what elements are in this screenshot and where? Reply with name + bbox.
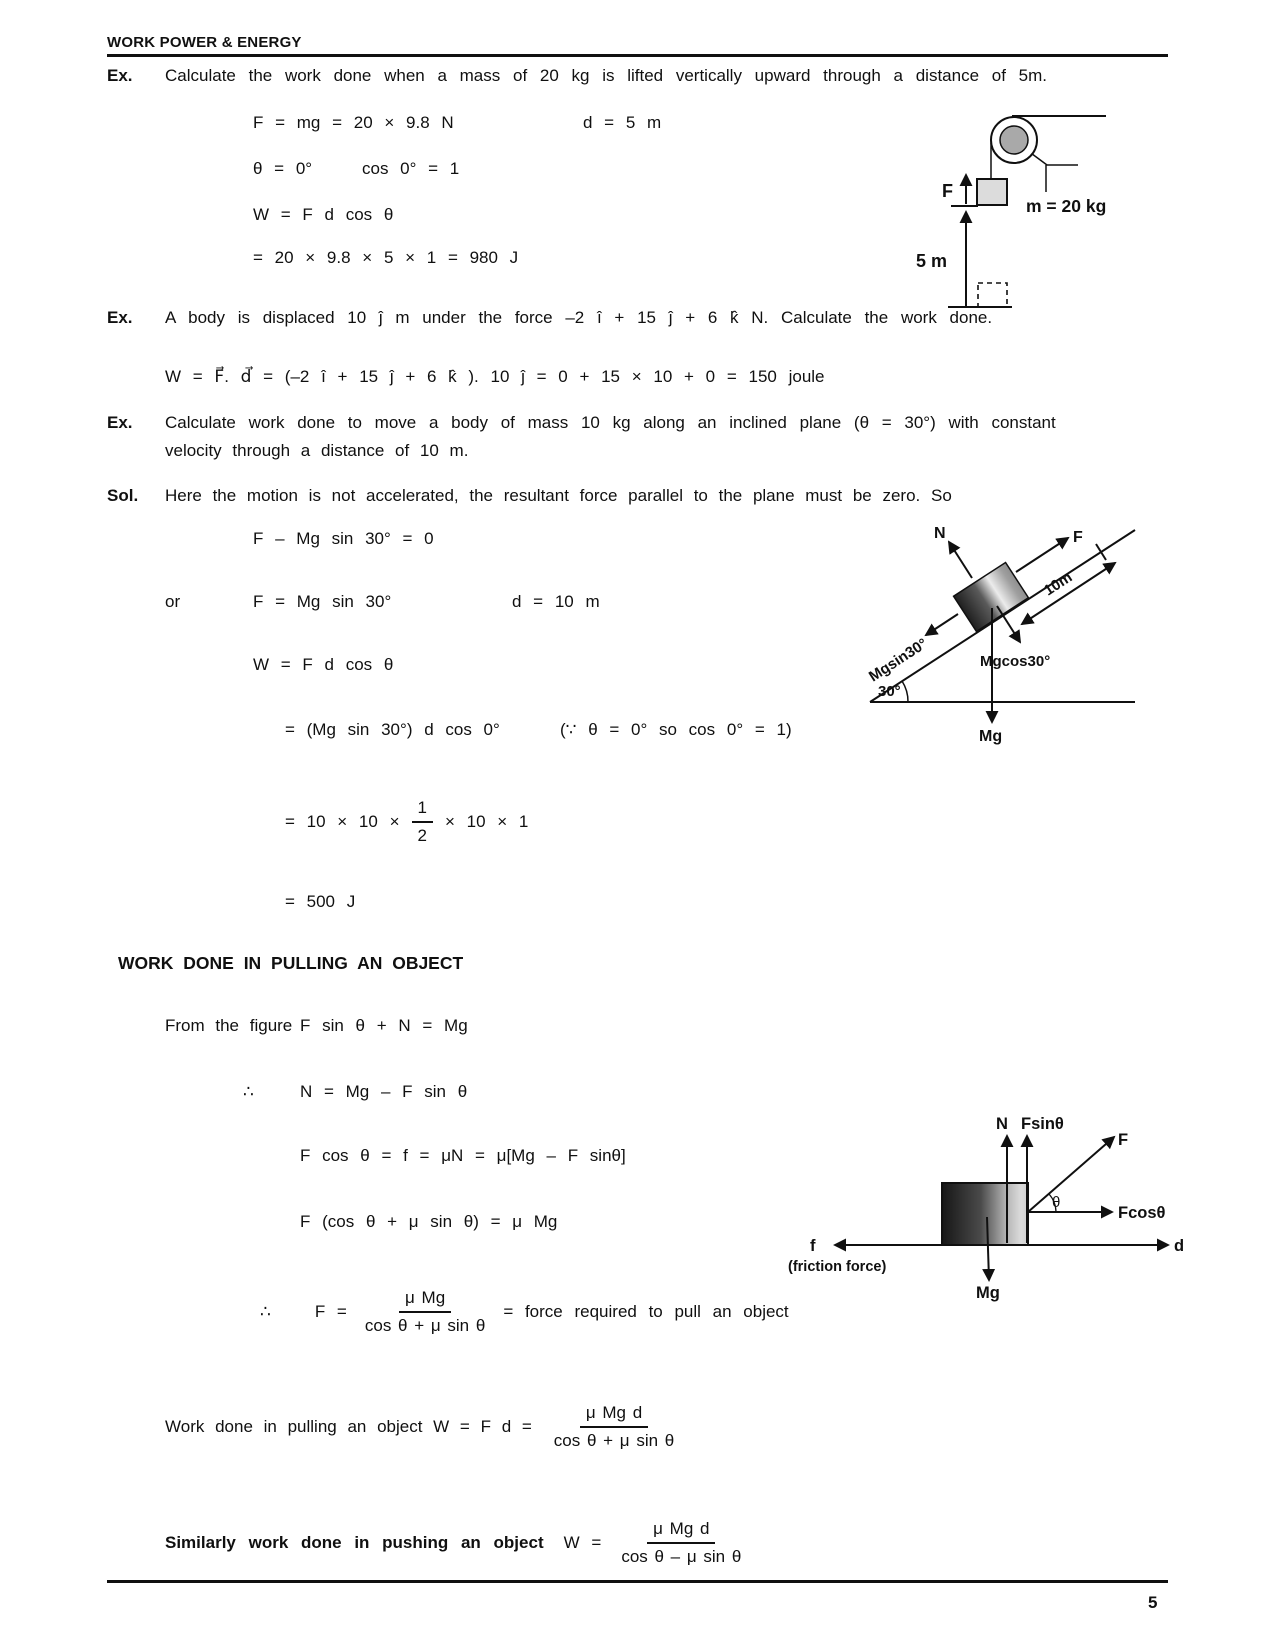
ex1-eq-work: W = F d cos θ: [253, 205, 394, 224]
pulley-diagram: [850, 95, 1140, 320]
sol-eq5-row: [285, 794, 528, 850]
incline-distance-label: 10m: [1040, 568, 1076, 600]
half-fraction-denominator: 2: [417, 826, 427, 845]
applied-force-label: F: [1118, 1131, 1129, 1149]
ex3-question-line2: velocity through a distance of 10 m.: [165, 441, 469, 460]
pull-force-lhs: F =: [314, 1302, 347, 1321]
sol-intro: Here the motion is not accelerated, the resultant force parallel to the plane must be zero. So: [165, 486, 952, 505]
ex3-label: Ex.: [107, 413, 133, 432]
section-heading: WORK DONE IN PULLING AN OBJECT: [118, 953, 464, 973]
angle-label: 30°: [878, 683, 901, 700]
therefore-symbol-1: ∴: [243, 1082, 254, 1101]
normal-label: N: [996, 1115, 1008, 1133]
fcos-label: Fcosθ: [1118, 1204, 1166, 1222]
pull-eq2: N = Mg – F sin θ: [300, 1082, 468, 1101]
sol-or: or: [165, 592, 181, 611]
pull-work-row: [165, 1397, 680, 1457]
push-work-text: Similarly work done in pushing an object: [165, 1533, 544, 1552]
pull-force-numerator: μ Mg: [399, 1288, 451, 1313]
sol-eq2b: d = 10 m: [512, 592, 600, 611]
sol-eq5-prefix: = 10 × 10 ×: [285, 812, 400, 831]
pull-force-rhs: = force required to pull an object: [503, 1302, 789, 1321]
floor-block: [942, 1183, 1028, 1245]
sol-eq4: = (Mg sin 30°) d cos 0°: [285, 720, 500, 739]
ex2-label: Ex.: [107, 308, 133, 327]
pulling-block-diagram: [780, 1110, 1210, 1310]
incline-diagram: [820, 490, 1140, 752]
sol-eq5-suffix: × 10 × 1: [444, 812, 529, 831]
half-fraction: [412, 798, 433, 846]
distance-label: 5 m: [916, 251, 948, 271]
mass-label: m = 20 kg: [1026, 196, 1107, 216]
incline-tick: [1096, 544, 1106, 560]
sol-eq4-note: (∵ θ = 0° so cos 0° = 1): [560, 720, 792, 739]
pull-force-fraction: [359, 1288, 491, 1336]
pull-work-fraction: [548, 1403, 680, 1451]
pull-eq1: F sin θ + N = Mg: [300, 1016, 468, 1035]
sol-eq3: W = F d cos θ: [253, 655, 394, 674]
normal-label: N: [934, 525, 946, 542]
pull-work-text: Work done in pulling an object W = F d =: [165, 1417, 532, 1436]
sol-label: Sol.: [107, 486, 139, 505]
header-rule: [107, 54, 1168, 57]
footer-rule: [107, 1580, 1168, 1583]
page-title: WORK POWER & ENERGY: [107, 34, 302, 51]
ex1-eq-distance: d = 5 m: [583, 113, 662, 132]
angle-arc: [902, 681, 908, 702]
applied-force-arrow: [1016, 538, 1068, 572]
push-work-lhs: W =: [563, 1533, 602, 1552]
mass-block: [977, 179, 1007, 205]
pull-work-denominator: cos θ + μ sin θ: [553, 1431, 675, 1450]
push-work-numerator: μ Mg d: [647, 1519, 715, 1544]
sol-eq6: = 500 J: [285, 892, 356, 911]
half-fraction-numerator: 1: [412, 798, 433, 823]
pull-work-numerator: μ Mg d: [580, 1403, 648, 1428]
mgsin-arrow: [926, 614, 958, 635]
weight-label: Mg: [976, 1284, 1000, 1302]
normal-arrow: [949, 542, 972, 578]
pull-eq3: F cos θ = f = μN = μ[Mg – F sinθ]: [300, 1146, 626, 1165]
friction-note: (friction force): [788, 1259, 887, 1275]
applied-force-label: F: [1073, 529, 1083, 546]
theta-label: θ: [1052, 1194, 1061, 1211]
ghost-block: [978, 283, 1007, 307]
friction-label: f: [810, 1237, 816, 1255]
force-label: F: [942, 181, 953, 201]
pull-force-row: [260, 1282, 789, 1342]
page-number: 5: [1148, 1593, 1158, 1612]
sol-eq2: F = Mg sin 30°: [253, 592, 392, 611]
push-work-denominator: cos θ – μ sin θ: [621, 1547, 742, 1566]
pull-force-denominator: cos θ + μ sin θ: [364, 1316, 486, 1335]
applied-force-arrow: [1028, 1137, 1114, 1212]
mgsin-label: Mgsin30°: [865, 635, 931, 686]
push-work-row: [165, 1513, 747, 1573]
ex1-eq-cos: cos 0° = 1: [362, 159, 460, 178]
ex1-eq-force: F = mg = 20 × 9.8 N: [253, 113, 454, 132]
therefore-symbol-2: ∴: [260, 1302, 271, 1321]
pull-eq4: F (cos θ + μ sin θ) = μ Mg: [300, 1212, 558, 1231]
displacement-label: d: [1174, 1237, 1185, 1255]
ex1-question: Calculate the work done when a mass of 20 kg is lifted vertically upward through a distance of 5m.: [165, 66, 1047, 85]
ex1-eq-result: = 20 × 9.8 × 5 × 1 = 980 J: [253, 248, 519, 267]
fsin-label: Fsinθ: [1021, 1115, 1064, 1133]
pulley-hub: [1000, 126, 1028, 154]
ex3-question-line1: Calculate work done to move a body of mass 10 kg along an inclined plane (θ = 30°) with constant: [165, 413, 1056, 432]
push-work-fraction: [615, 1519, 747, 1567]
mgcos-label: Mgcos30°: [980, 653, 1051, 670]
ex1-eq-theta: θ = 0°: [253, 159, 313, 178]
ex1-label: Ex.: [107, 66, 133, 85]
weight-label: Mg: [979, 728, 1003, 745]
sol-eq1: F – Mg sin 30° = 0: [253, 529, 434, 548]
ex2-question: A body is displaced 10 ĵ m under the force –2 î + 15 ĵ + 6 k̂ N. Calculate the work done.: [165, 308, 993, 327]
ex2-solution: W = F⃗. d⃗ = (–2 î + 15 ĵ + 6 k̂ ). 10 ĵ = 0 + 15 × 10 + 0 = 150 joule: [165, 367, 825, 386]
pull-intro: From the figure: [165, 1016, 293, 1035]
